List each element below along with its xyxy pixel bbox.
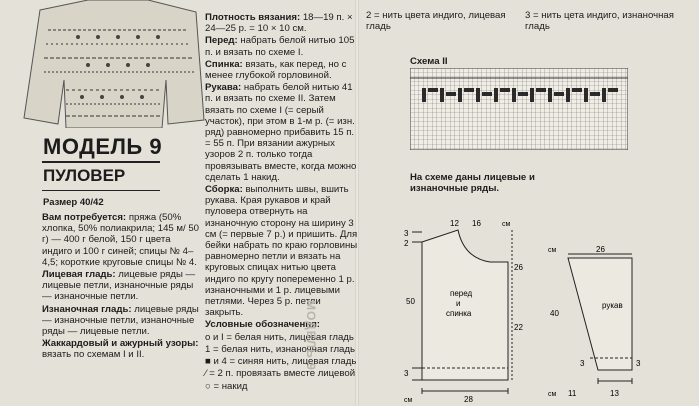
- dim-top: 26: [596, 245, 605, 254]
- scheme-grid: [410, 68, 628, 150]
- scheme-title: Схема II: [410, 56, 448, 67]
- garment-title: ПУЛОВЕР: [43, 166, 126, 185]
- legend-item: [205, 356, 360, 367]
- front-label-3: спинка: [446, 309, 472, 318]
- materials-text: пряжа (50% хлопка, 50% полиакрила; 145 м/ 50 г) — 400 г белой, 150 г цвета индиго и 100 г синей; спицы № 4–4,5; короткие круговые спицы № 4.: [42, 212, 200, 268]
- instruction-paragraph: [205, 82, 360, 183]
- instruction-label: Сборка:: [205, 184, 243, 196]
- instruction-text: набрать белой нитью 41 п. и вязать по схеме II. Затем вязать по схеме I (= серый участок), при этом в 1-м р. (= изн. ряд) равномерно прибавить 15 п. = 55 п. При вязании ажурных узоров 2 п. только тогда провязывать вместе, когда можно сделать 1 накид.: [205, 82, 357, 183]
- legend-symbol: о и I: [205, 331, 224, 343]
- stitch-text: лицевые ряды — изнаночные петли, изнаночные ряды — лицевые петли.: [42, 303, 199, 338]
- dim-neck2: 16: [472, 219, 481, 228]
- dim-cm2: см: [548, 391, 557, 398]
- legend-symbol: ■ и 4: [205, 356, 227, 368]
- dim-w13: 13: [610, 389, 619, 398]
- legend-item: [205, 332, 360, 343]
- materials-label: Вам потребуется:: [42, 212, 127, 223]
- model-title: МОДЕЛЬ 9: [43, 134, 163, 159]
- legend-item: [205, 381, 360, 392]
- legend-item: [525, 10, 690, 32]
- dim-w28: 28: [464, 395, 473, 404]
- instruction-text: выполнить швы, вшить рукава. Края рукавов и край пуловера отвернуть на изнаночную сторону на ширину 3 см (= первые 7 р.) и пришить. Для бейки набрать по краю горловины равномерно петли и вязать на круговых спицах нитью цвета индиго по кругу попеременно 1 р. изнаночными и 1 р. лицевыми петлями. Через 5 р. петли закрыть.: [205, 184, 358, 319]
- instruction-paragraph: [205, 59, 360, 81]
- legend-symbol: 3: [525, 10, 531, 21]
- stitch-paragraph: [42, 269, 200, 303]
- dim-b3b: 3: [636, 359, 641, 368]
- dim-neck1: 12: [450, 219, 459, 228]
- instruction-label: Плотность вязания:: [205, 12, 301, 23]
- legend-text: = нить цвета индиго, лицевая гладь: [366, 10, 506, 33]
- instruction-text: набрать белой нитью 105 п. и вязать по схеме I.: [205, 35, 355, 58]
- front-label-2: и: [456, 299, 461, 308]
- legend-text: = белая нить, изнаночная гладь: [213, 343, 355, 355]
- legend-item: [366, 10, 506, 32]
- legend-item: [205, 368, 360, 379]
- size-line: Размер 40/42: [43, 197, 104, 208]
- dim-h26: 26: [514, 263, 523, 272]
- instruction-label: Перед:: [205, 35, 238, 47]
- dim-depth3a: 3: [404, 229, 409, 238]
- dim-depth3b: 2: [404, 239, 409, 248]
- instruction-text: вязать, как перед, но с менее глубокой горловиной.: [205, 58, 347, 82]
- materials-column: [42, 212, 200, 362]
- legend-text: = нить цета индиго, изнаночная гладь: [525, 10, 674, 33]
- instructions-column: [205, 12, 360, 393]
- instruction-label: Рукава:: [205, 82, 242, 94]
- stitch-label: Жаккардовый и ажурный узоры:: [42, 338, 199, 350]
- stitch-paragraph: [42, 304, 200, 338]
- legend-symbol: ○: [205, 380, 211, 392]
- dim-cm: см: [502, 221, 511, 228]
- sleeve-label: рукав: [602, 301, 623, 310]
- stitch-label: Лицевая гладь:: [42, 269, 116, 281]
- legend-text: = белая нить, лицевая гладь: [226, 331, 354, 343]
- stitch-label: Изнаночная гладь:: [42, 303, 132, 315]
- instruction-label: Спинка:: [205, 58, 243, 70]
- legend-symbol: 1: [205, 343, 211, 355]
- watermark: МОДЕЛЬ 9: [304, 300, 318, 371]
- instruction-text: 18—19 п. × 24—25 р. = 10 × 10 см.: [205, 12, 353, 35]
- stitch-text: лицевые ряды — лицевые петли, изнаночные ряды — изнаночные петли.: [42, 269, 196, 303]
- stitch-text: вязать по схемам I и II.: [42, 349, 145, 361]
- legend-text: = накид: [213, 380, 248, 392]
- instruction-paragraph: [205, 35, 360, 57]
- legend-text: = 2 п. провязать вместе лицевой: [209, 368, 356, 380]
- dim-h22: 22: [514, 323, 523, 332]
- legend-symbol: ⁄: [205, 368, 207, 380]
- stitch-paragraph: [42, 338, 200, 360]
- front-back-pattern: [380, 218, 530, 404]
- legend-item: [205, 344, 360, 355]
- legend-title: Условные обозначения:: [205, 319, 320, 331]
- scheme-note: На схеме даны лицевые и изнаночные ряды.: [410, 172, 535, 195]
- legend-symbol: 2: [366, 10, 372, 21]
- dim-bottom3: 3: [404, 369, 409, 378]
- dim-h50: 50: [406, 297, 415, 306]
- dim-cm2: см: [404, 397, 413, 404]
- dim-cm: см: [548, 247, 557, 254]
- instruction-paragraph: [205, 184, 360, 318]
- instruction-paragraph: [205, 12, 360, 34]
- sleeve-pattern: [540, 244, 690, 404]
- subtitle-rule: [42, 190, 160, 191]
- sweater-photo: [18, 0, 208, 128]
- dim-b3a: 3: [580, 359, 585, 368]
- title-rule: [42, 161, 160, 163]
- front-label-1: перед: [450, 289, 473, 298]
- dim-w11: 11: [568, 389, 577, 398]
- legend-text: = синяя нить, лицевая гладь: [229, 356, 357, 368]
- dim-left40: 40: [550, 309, 559, 318]
- materials-paragraph: [42, 212, 200, 268]
